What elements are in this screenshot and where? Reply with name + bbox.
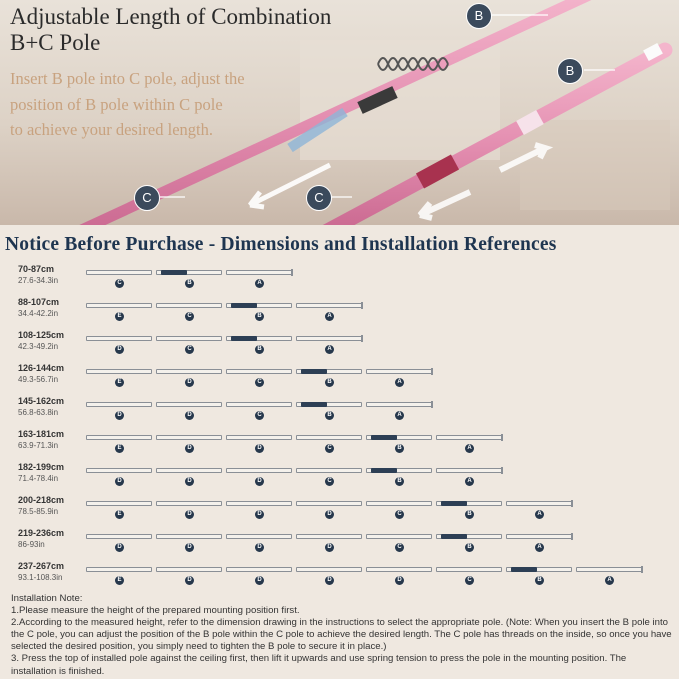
pole-segment: [226, 534, 292, 539]
pole-segment: [86, 303, 152, 308]
dimension-row: [0, 262, 679, 295]
dimension-row: [0, 427, 679, 460]
pole-segment: [226, 435, 292, 440]
pole-label-badge: A: [395, 378, 404, 387]
dimension-row: [0, 460, 679, 493]
pole-segment: [86, 501, 152, 506]
pole-label-badge: B: [325, 378, 334, 387]
pole-label-badge: B: [255, 312, 264, 321]
right-pole-joint: [420, 162, 455, 181]
pole-segment: [226, 369, 292, 374]
callout-b-top: B: [466, 3, 492, 29]
pole-segment: [156, 369, 222, 374]
pole-label-badge: C: [465, 576, 474, 585]
pole-segment: [576, 567, 642, 572]
pole-label-badge: B: [395, 477, 404, 486]
pole-segment: [296, 501, 362, 506]
row-length-inch: 27.6-34.3in: [18, 276, 59, 285]
pole-label-badge: A: [535, 543, 544, 552]
pole-label-badge: D: [325, 510, 334, 519]
pole-label-badge: A: [465, 477, 474, 486]
pole-segment: [366, 534, 432, 539]
pole-segment: [296, 435, 362, 440]
pole-label-badge: C: [255, 378, 264, 387]
dimension-row: [0, 328, 679, 361]
row-length-inch: 86-93in: [18, 540, 45, 549]
dimension-row: [0, 559, 679, 592]
pole-label-badge: B: [465, 510, 474, 519]
pole-label-badge: A: [395, 411, 404, 420]
row-length-inch: 34.4-42.2in: [18, 309, 59, 318]
hero-banner: [0, 0, 679, 225]
notice-title: Notice Before Purchase - Dimensions and Installation References: [5, 234, 557, 255]
callout-b-right: B: [557, 58, 583, 84]
pole-label-badge: D: [115, 411, 124, 420]
pole-segment: [296, 303, 362, 308]
pole-label-badge: D: [185, 543, 194, 552]
pole-label-badge: B: [465, 543, 474, 552]
pole-label-badge: D: [185, 378, 194, 387]
pole-segment: [296, 468, 362, 473]
pole-segment: [296, 402, 362, 407]
pole-label-badge: B: [255, 345, 264, 354]
row-length-cm: 126-144cm: [18, 363, 65, 373]
pole-segment: [156, 567, 222, 572]
pole-label-badge: E: [115, 510, 124, 519]
dimension-row: [0, 526, 679, 559]
pole-segment: [86, 534, 152, 539]
pole-segment: [86, 468, 152, 473]
pole-segment: [366, 567, 432, 572]
row-length-cm: 182-199cm: [18, 462, 65, 472]
pole-segment: [86, 402, 152, 407]
pole-segment: [226, 336, 292, 341]
dimension-row: [0, 295, 679, 328]
pole-label-badge: D: [255, 576, 264, 585]
row-length-cm: 163-181cm: [18, 429, 65, 439]
pole-segment: [226, 501, 292, 506]
pole-label-badge: C: [395, 543, 404, 552]
description-line-3: to achieve your desired length.: [10, 120, 213, 139]
pole-segment: [436, 468, 502, 473]
pole-segment: [506, 501, 572, 506]
pole-segment: [296, 336, 362, 341]
pole-label-badge: A: [325, 312, 334, 321]
installation-step-3: 3. Press the top of installed pole against the ceiling first, then lift it upwards and use spring tension to press the pole in the mounting position. The installation is finished.: [11, 653, 627, 677]
pole-segment: [436, 567, 502, 572]
pole-label-badge: D: [115, 543, 124, 552]
pole-segment: [86, 336, 152, 341]
pole-label-badge: C: [185, 345, 194, 354]
pole-segment: [436, 435, 502, 440]
row-length-cm: 237-267cm: [18, 561, 65, 571]
pole-segment: [86, 435, 152, 440]
row-length-cm: 70-87cm: [18, 264, 55, 274]
pole-segment: [86, 567, 152, 572]
pole-label-badge: C: [255, 411, 264, 420]
row-length-cm: 88-107cm: [18, 297, 60, 307]
pole-label-badge: D: [325, 543, 334, 552]
row-length-cm: 200-218cm: [18, 495, 65, 505]
pole-segment: [366, 501, 432, 506]
pole-segment: [86, 369, 152, 374]
callout-c-right: C: [306, 185, 332, 211]
pole-segment: [156, 501, 222, 506]
pole-segment: [296, 369, 362, 374]
pole-label-badge: B: [535, 576, 544, 585]
pole-segment: [226, 303, 292, 308]
down-arrow-icon-2: [420, 192, 470, 218]
pole-label-badge: C: [325, 477, 334, 486]
title-line-1: Adjustable Length of Combination: [10, 4, 332, 29]
pole-label-badge: A: [605, 576, 614, 585]
pole-label-badge: E: [115, 378, 124, 387]
pole-label-badge: A: [465, 444, 474, 453]
pole-segment: [366, 402, 432, 407]
pole-segment: [366, 369, 432, 374]
pole-label-badge: D: [255, 477, 264, 486]
pole-label-badge: A: [325, 345, 334, 354]
pole-segment: [366, 468, 432, 473]
pole-label-badge: C: [395, 510, 404, 519]
pole-label-badge: D: [255, 510, 264, 519]
pole-label-badge: D: [185, 477, 194, 486]
pole-segment: [226, 567, 292, 572]
description: [10, 66, 245, 143]
pole-label-badge: B: [395, 444, 404, 453]
row-length-inch: 63.9-71.3in: [18, 441, 59, 450]
pole-segment: [86, 270, 152, 275]
pole-label-badge: A: [255, 279, 264, 288]
pole-segment: [226, 402, 292, 407]
pole-label-badge: D: [255, 444, 264, 453]
description-line-1: Insert B pole into C pole, adjust the: [10, 69, 245, 88]
dimension-row: [0, 394, 679, 427]
title-line-2: B+C Pole: [10, 30, 101, 55]
pole-segment: [506, 534, 572, 539]
pole-segment: [156, 468, 222, 473]
dimension-row: [0, 493, 679, 526]
description-line-2: position of B pole within C pole: [10, 94, 223, 114]
pole-label-badge: D: [325, 576, 334, 585]
pole-segment: [366, 435, 432, 440]
pole-segment: [156, 336, 222, 341]
pole-segment: [156, 303, 222, 308]
row-length-cm: 219-236cm: [18, 528, 65, 538]
pole-label-badge: D: [185, 411, 194, 420]
pole-label-badge: E: [115, 312, 124, 321]
pole-label-badge: C: [185, 312, 194, 321]
installation-step-2: 2.According to the measured height, refer to the dimension drawing in the instructions to select the appropriate pole. (Note: When you insert the B pole into the C pole, you can adjust the position of the B pole within the C pole to achieve the desired length. The C pole has threads on the inside, so once you have selected the desired position, you simply need to tighten the B pole to secure it in place.): [11, 617, 672, 653]
pole-segment: [156, 270, 222, 275]
pole-segment: [296, 567, 362, 572]
pole-label-badge: B: [185, 279, 194, 288]
title: [10, 4, 331, 56]
pole-label-badge: D: [115, 477, 124, 486]
pole-segment: [296, 534, 362, 539]
pole-segment: [156, 534, 222, 539]
pole-label-badge: D: [255, 543, 264, 552]
pole-label-badge: D: [395, 576, 404, 585]
pole-label-badge: E: [115, 576, 124, 585]
pole-label-badge: D: [185, 510, 194, 519]
pole-label-badge: C: [115, 279, 124, 288]
pole-segment: [506, 567, 572, 572]
row-length-cm: 145-162cm: [18, 396, 65, 406]
row-length-inch: 42.3-49.2in: [18, 342, 59, 351]
pole-label-badge: A: [535, 510, 544, 519]
pole-label-badge: B: [325, 411, 334, 420]
installation-step-1: 1.Please measure the height of the prepared mounting position first.: [11, 605, 300, 617]
pole-segment: [436, 534, 502, 539]
row-length-inch: 71.4-78.4in: [18, 474, 59, 483]
installation-heading: Installation Note:: [11, 593, 83, 604]
pole-segment: [226, 468, 292, 473]
pole-label-badge: D: [115, 345, 124, 354]
pole-segment: [436, 501, 502, 506]
pole-segment: [156, 402, 222, 407]
row-length-inch: 49.3-56.7in: [18, 375, 59, 384]
callout-c-left: C: [134, 185, 160, 211]
row-length-inch: 93.1-108.3in: [18, 573, 63, 582]
pole-label-badge: D: [185, 444, 194, 453]
pole-segment: [156, 435, 222, 440]
pole-label-badge: C: [325, 444, 334, 453]
pole-segment: [226, 270, 292, 275]
row-length-inch: 56.8-63.8in: [18, 408, 59, 417]
row-length-inch: 78.5-85.9in: [18, 507, 59, 516]
pole-label-badge: E: [115, 444, 124, 453]
installation-note: [11, 593, 673, 678]
dimension-row: [0, 361, 679, 394]
pole-label-badge: D: [185, 576, 194, 585]
row-length-cm: 108-125cm: [18, 330, 65, 340]
